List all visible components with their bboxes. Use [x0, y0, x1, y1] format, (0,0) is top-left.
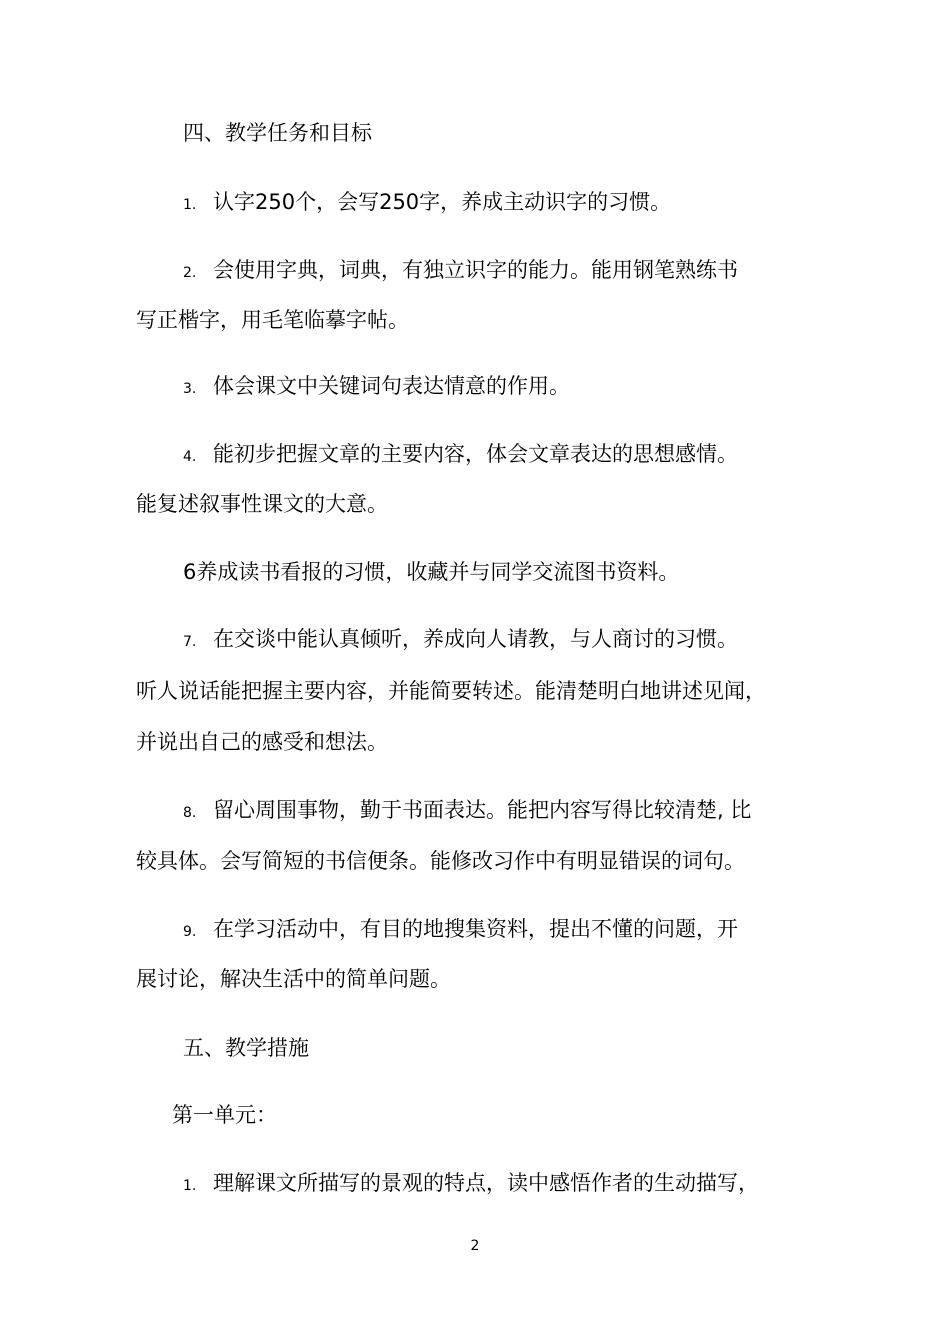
list-item-text: 理解课文所描写的景观的特点，读中感悟作者的生动描写， [213, 1171, 759, 1195]
list-item-6 [183, 557, 679, 587]
list-item-number: 9. [183, 924, 197, 940]
goals-heading-text: 四、教学任务和目标 [183, 121, 372, 145]
list-item-number: 2. [183, 265, 197, 281]
list-item-number: 1. [183, 197, 197, 213]
list-item-number: 4. [183, 449, 197, 465]
list-item-number: 3. [183, 381, 197, 397]
list-item-7-line-2 [136, 676, 766, 706]
list-item-8-line-1 [183, 795, 751, 828]
list-item-9-line-2 [136, 964, 451, 994]
list-item-1 [183, 187, 671, 220]
list-item-text: 写正楷字，用毛笔临摹字帖。 [136, 308, 409, 332]
measures-heading-text: 五、教学措施 [183, 1036, 309, 1060]
unit1-heading [172, 1100, 277, 1130]
list-item-text: 体会课文中关键词句表达情意的作用。 [213, 374, 570, 398]
list-item-9-line-1 [183, 914, 738, 947]
list-item-text: 展讨论，解决生活中的简单问题。 [136, 967, 451, 991]
list-item-text: 能复述叙事性课文的大意。 [136, 492, 388, 516]
list-item-text: 会使用字典，词典，有独立识字的能力。能用钢笔熟练书 [213, 258, 738, 282]
measures-heading [183, 1033, 309, 1063]
list-item-text: 认字250个，会写250字，养成主动识字的习惯。 [213, 190, 672, 214]
list-item-7-line-3 [136, 727, 388, 757]
list-item-2-line-2 [136, 305, 409, 335]
page-number: 2 [470, 1238, 480, 1254]
list-item-text: 在学习活动中，有目的地搜集资料，提出不懂的问题，开 [213, 917, 738, 941]
goals-heading [183, 118, 372, 148]
list-item-8-line-2 [136, 846, 745, 876]
list-item-7-line-1 [183, 624, 738, 657]
list-item-text: 6养成读书看报的习惯，收藏并与同学交流图书资料。 [183, 560, 680, 584]
list-item-4-line-2 [136, 489, 388, 519]
list-item-2-line-1 [183, 255, 738, 288]
list-item-text: 听人说话能把握主要内容，并能简要转述。能清楚明白地讲述见闻， [136, 679, 766, 703]
list-item-4-line-1 [183, 439, 738, 472]
list-item-number: 1. [183, 1178, 197, 1194]
list-item-text: 留心周围事物，勤于书面表达。能把内容写得比较清楚, 比 [213, 798, 752, 822]
list-item-3 [183, 371, 570, 404]
unit1-list-item-1 [183, 1168, 759, 1201]
list-item-text: 并说出自己的感受和想法。 [136, 730, 388, 754]
list-item-text: 较具体。会写简短的书信便条。能修改习作中有明显错误的词句。 [136, 849, 745, 873]
list-item-text: 在交谈中能认真倾听，养成向人请教，与人商讨的习惯。 [213, 627, 738, 651]
list-item-number: 7. [183, 634, 197, 650]
list-item-number: 8. [183, 805, 197, 821]
list-item-text: 能初步把握文章的主要内容，体会文章表达的思想感情。 [213, 442, 738, 466]
unit1-heading-text: 第一单元： [172, 1103, 277, 1127]
